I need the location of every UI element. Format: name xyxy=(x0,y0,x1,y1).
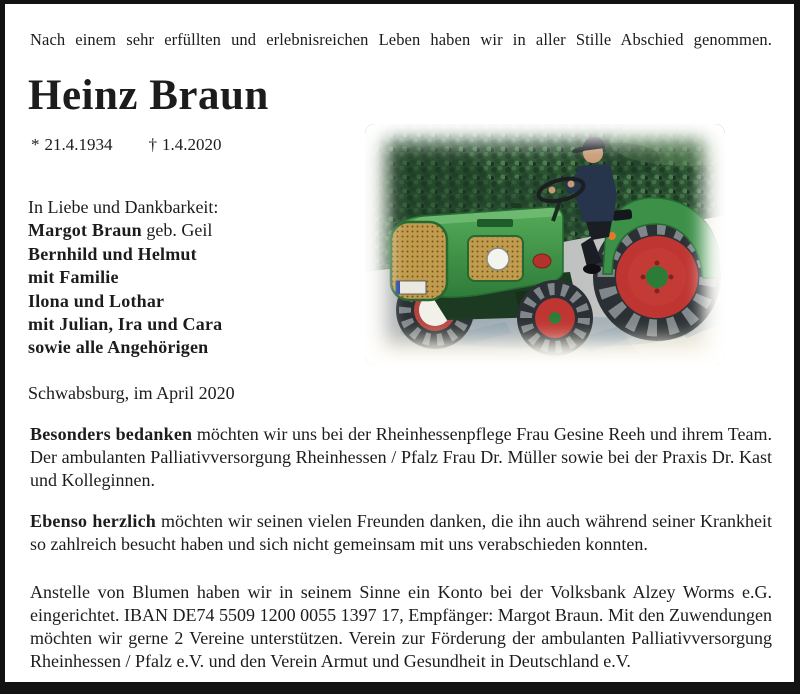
tractor-photo-illustration xyxy=(365,124,725,365)
mourner-name: Ilona und Lothar xyxy=(28,290,165,311)
mourner-line-1 xyxy=(28,219,358,242)
mourner-suffix: geb. Geil xyxy=(141,220,213,241)
paragraph-lead: Ebenso herzlich xyxy=(30,511,156,531)
mourner-line-4 xyxy=(28,290,358,313)
thanks-paragraph-care-team xyxy=(30,423,772,492)
birth-star-symbol: * xyxy=(31,135,40,154)
mourner-line-5 xyxy=(28,313,358,336)
mourner-line-6 xyxy=(28,336,358,359)
thanks-paragraph-friends xyxy=(30,510,772,556)
death-date xyxy=(149,135,222,155)
mourner-name: Margot Braun xyxy=(28,220,142,241)
deceased-name: Heinz Braun xyxy=(28,72,269,119)
paragraph-lead: Besonders bedanken xyxy=(30,424,193,444)
paragraph-text: möchten wir seinen vielen Freunden danken, die ihn auch während seiner Krankheit so zahlreich besucht haben und sich nicht gemeinsam mit uns verabschieden konnten. xyxy=(30,511,772,554)
intro-line: Nach einem sehr erfüllten und erlebnisreichen Leben haben wir in aller Stille Abschied genommen. xyxy=(30,30,772,49)
license-plate xyxy=(396,281,426,294)
seat xyxy=(612,209,633,221)
mourner-line-3 xyxy=(28,266,358,289)
birth-date-value: 21.4.1934 xyxy=(44,135,113,154)
shoe xyxy=(583,264,601,274)
paragraph-text: möchten wir uns bei der Rheinhessenpflege Frau Gesine Reeh und ihrem Team. Der ambulanten Palliativversorgung Rheinhessen / Pfalz Frau Dr. Müller sowie bei der Praxis Dr. Kast und Kolleginnen. xyxy=(30,424,772,490)
birth-date xyxy=(31,135,113,155)
life-dates xyxy=(31,135,222,155)
mourner-line-2 xyxy=(28,243,358,266)
front-right-wheel xyxy=(517,280,593,356)
paragraph-text: Anstelle von Blumen haben wir in seinem Sinne ein Konto bei der Volksbank Alzey Worms e.G. eingerichtet. IBAN DE74 5509 1200 0055 1397 17, Empfänger: Margot Braun. Mit den Zuwendungen möchten wir gerne 2 Vereine unterstützen. Verein zur Förderung der ambulanten Palliativversorgung Rheinhessen / Pfalz e.V. und den Verein Armut und Gesundheit in Deutschland e.V. xyxy=(30,582,772,671)
place-dateline: Schwabsburg, im April 2020 xyxy=(28,383,235,403)
mourner-name: Bernhild und Helmut xyxy=(28,243,197,264)
death-cross-symbol: † xyxy=(148,135,157,154)
headlight xyxy=(487,248,509,270)
brand-badge xyxy=(533,254,551,268)
donation-paragraph xyxy=(30,581,772,673)
mourner-name: mit Familie xyxy=(28,267,119,288)
mourner-name: sowie alle Angehörigen xyxy=(28,337,209,358)
death-date-value: 1.4.2020 xyxy=(162,135,222,154)
memorial-photo xyxy=(365,124,725,365)
model-label xyxy=(477,219,513,227)
mourners-intro: In Liebe und Dankbarkeit: xyxy=(28,197,219,217)
mourners-list xyxy=(28,196,358,360)
mourner-name: mit Julian, Ira und Cara xyxy=(28,314,223,335)
notice-content xyxy=(5,4,794,682)
